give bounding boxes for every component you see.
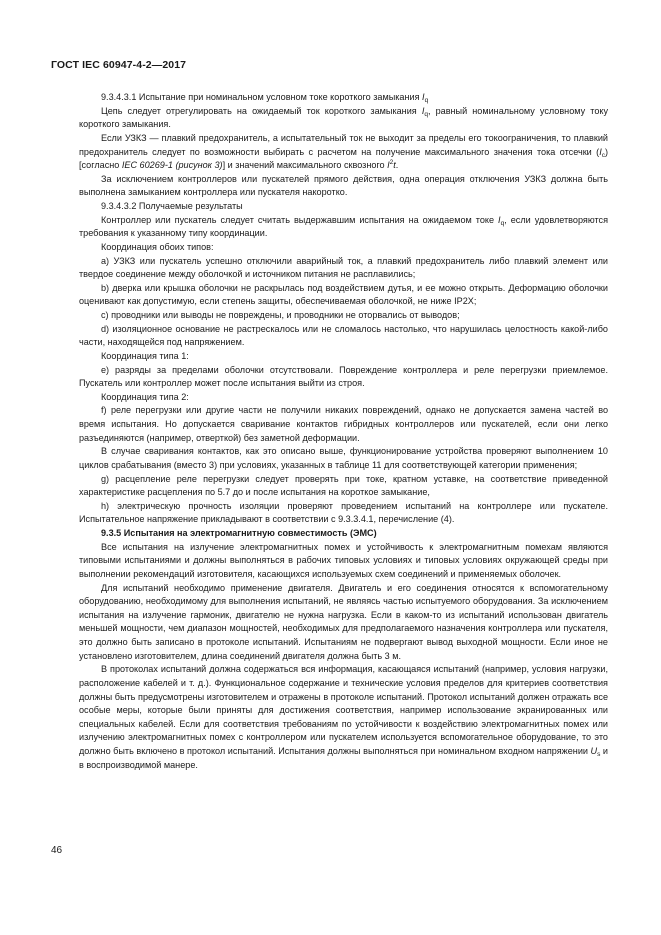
list-item-h: h) электрическую прочность изоляции проверяют проведением испытаний на контроллере или пускателе. Испытательное напряжение прикладывают в соответствии с 9.3.3.4.1, перечисление (4). — [79, 500, 608, 525]
list-item-c: c) проводники или выводы не повреждены, и проводники не оторвались от выводов; — [101, 310, 460, 320]
clause-9-3-4-3-2-heading: 9.3.4.3.2 Получаемые результаты — [101, 201, 243, 211]
list-item-e: e) разряды за пределами оболочки отсутствовали. Повреждение контроллера и реле перегрузки приемлемое. Пускатель или контроллер может после испытания выйти из строя. — [79, 364, 608, 389]
list-item-a: a) УЗКЗ или пускатель успешно отключили аварийный ток, а плавкий предохранитель либо плавкий элемент или твердое соединение между оболочкой и источником питания не расплавились; — [79, 255, 608, 280]
page-number: 46 — [51, 845, 63, 856]
list-item-f: f) реле перегрузки или другие части не получили никаких повреждений, однако не допускается замена частей во время испытания. Но допускается сваривание контактов гибридных контроллеров или пускателей, если они легко разъединяются (например, отверткой) без заметной деформации. — [79, 405, 608, 443]
coordination-type-2-label: Координация типа 2: — [101, 391, 189, 402]
paragraph-fuse-scpd: Если УЗКЗ — плавкий предохранитель, а испытательный ток не выходит за пределы его токоограничения, то плавкий предохранитель следует по возможности выбирать с расчетом на получение максимального значения тока отсечки $(I_c)$ [согласно IEC 60269-1 (рисунок 3)] и значений максимального сквозного $I^2t$. — [79, 132, 608, 171]
document-header: ГОСТ IEC 60947-4-2—2017 — [51, 59, 187, 71]
list-item-d: d) изоляционное основание не растрескалось или не сломалось настолько, что нарушилась целостность какой-либо части, находящейся под напряжением. — [79, 323, 608, 348]
list-item-g: g) расцепление реле перегрузки следует проверять при токе, кратном уставке, на соответствие приведенной характеристике расцепления по 5.7 до и после испытания на короткое замыкание, — [79, 473, 608, 498]
clause-9-3-5-heading: 9.3.5 Испытания на электромагнитную совместимость (ЭМС) — [101, 528, 377, 538]
list-item-b: b) дверка или крышка оболочки не раскрылась под воздействием дутья, и ее можно открыть. Деформацию оболочки оценивают как допустимую, если степень защиты, обеспечиваемая оболочкой, не ниже IP2X; — [79, 282, 608, 307]
paragraph-circuit-adjustment: Цепь следует отрегулировать на ожидаемый ток короткого замыкания $I_q$, равный номинальному условному току короткого замыкания. — [79, 105, 609, 130]
document-body — [79, 91, 608, 772]
clause-9-3-4-3-1-heading: 9.3.4.3.1 Испытание при номинальном условном токе короткого замыкания $I_q$ — [101, 92, 429, 104]
paragraph-contact-welding: В случае сваривания контактов, как это описано выше, функционирование устройства проверяют выполнением 10 циклов срабатывания (вместо 3) при условиях, указанных в таблице 11 для соответствующей категории применения; — [79, 446, 608, 470]
paragraph-emc-type-tests: Все испытания на излучение электромагнитных помех и устойчивость к электромагнитным помехам являются типовыми испытаниями и должны выполняться в рабочих типовых условиях и типовых условиях окружающей среды при выполнении рекомендаций изготовителя, касающихся используемых схем соединений и применяемых оболочек. — [79, 541, 608, 579]
paragraph-direct-action-exception: За исключением контроллеров или пускателей прямого действия, одна операция отключения УЗКЗ должна быть выполнена замыканием контроллера или пускателя накоротко. — [79, 173, 608, 198]
paragraph-motor-requirement: Для испытаний необходимо применение двигателя. Двигатель и его соединения относятся к вспомогательному оборудованию, необходимому для выполнения испытаний, не являясь частью испытуемого оборудования. За исключением испытания на излучение гармоник, двигателю не нужна нагрузка. Если в каком-то из испытаний использован двигатель меньшей мощности, чем диапазон мощностей, необходимых для предполагаемого назначения контроллера или пускателя, это должно быть записано в протоколе испытаний. Испытаниям не подвергают вывод выходной мощности. Если иное не установлено изготовителем, длина соединений двигателя должна быть 3 м. — [79, 582, 608, 661]
paragraph-withstand-criteria: Контроллер или пускатель следует считать выдержавшим испытания на ожидаемом токе $I_q$, если удовлетворяются требования к указанному типу координации. — [79, 214, 608, 239]
coordination-both-types-label: Координация обоих типов: — [101, 241, 214, 252]
coordination-type-1-label: Координация типа 1: — [101, 350, 189, 361]
paragraph-test-report: В протоколах испытаний должна содержаться вся информация, касающаяся испытаний (например, условия нагрузки, расположение кабелей и т. д.). Функциональное содержание и технические условия пределов для критериев соответствия должны быть предусмотрены изготовителем и отражены в протоколе испытаний. Протокол испытаний должен отражать все особые меры, которые были приняты для достижения соответствия, например использование экранированных или специальных кабелей. Если для соответствия требованиям по устойчивости к воздействию электромагнитных помех или излучению электромагнитных помех с контроллером или пускателем используется вспомогательное оборудование, то это должно быть включено в протокол испытаний. Испытания должны выполняться при номинальном входном напряжении $U_s$ и в воспроизводимой манере. — [79, 664, 608, 770]
